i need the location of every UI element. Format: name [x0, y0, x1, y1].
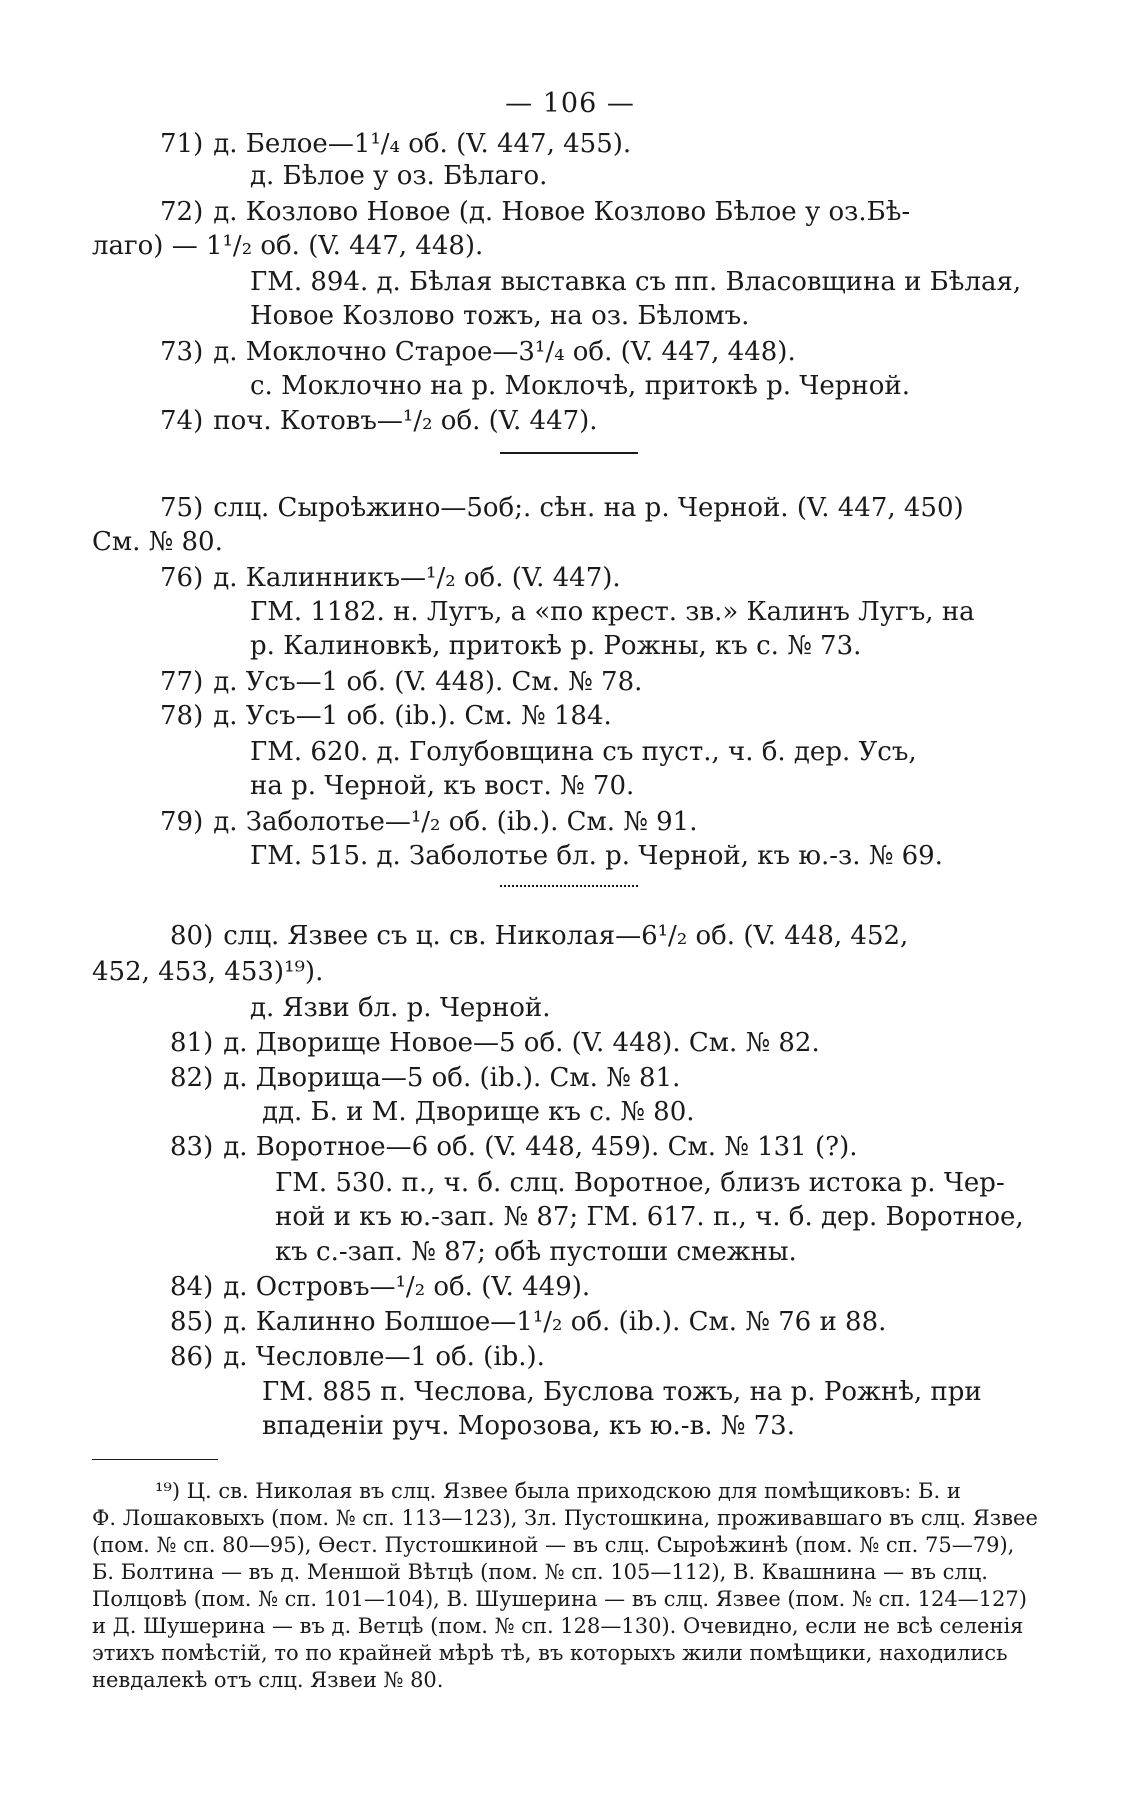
entry-number: 77)	[160, 667, 204, 697]
entry-83	[170, 1131, 857, 1163]
section-divider	[500, 452, 638, 454]
entry-number: 74)	[160, 406, 204, 436]
entry-text: д. Калинно Болшое—1¹/₂ об. (ib.). См. № 76 и 88.	[223, 1307, 887, 1337]
entry-72-note: Новое Козлово тожъ, на оз. Бѣломъ.	[250, 301, 750, 331]
entry-number: 76)	[160, 563, 204, 593]
entry-number: 81)	[170, 1028, 214, 1058]
entry-71	[160, 128, 631, 160]
entry-number: 83)	[170, 1132, 214, 1162]
entry-number: 84)	[170, 1272, 214, 1302]
footnote-rule	[92, 1459, 218, 1460]
entry-78-note: на р. Черной, къ вост. № 70.	[250, 771, 635, 801]
entry-80	[170, 920, 908, 952]
entry-78-note: ГМ. 620. д. Голубовщина съ пуст., ч. б. дер. Усъ,	[250, 737, 917, 767]
entry-86-note: ГМ. 885 п. Чеслова, Буслова тожъ, на р. Рожнѣ, при	[262, 1377, 982, 1407]
entry-72	[160, 196, 910, 228]
entry-number: 78)	[160, 701, 204, 731]
entry-text: д. Белое—1¹/₄ об. (V. 447, 455).	[213, 129, 632, 159]
entry-71-note: д. Бѣлое у оз. Бѣлаго.	[250, 161, 548, 191]
footnote-line: Полцовѣ (пом. № сп. 101—104), В. Шушерина — въ слц. Язвее (пом. № сп. 124—127)	[92, 1587, 1027, 1611]
entry-number: 82)	[170, 1063, 214, 1093]
entry-76-note: ГМ. 1182. н. Лугъ, а «по крест. зв.» Калинъ Лугъ, на	[250, 597, 975, 627]
entry-number: 72)	[160, 197, 204, 227]
entry-text: д. Моклочно Старое—3¹/₄ об. (V. 447, 448).	[213, 337, 796, 367]
entry-73	[160, 336, 796, 368]
footnote-line: невдалекѣ отъ слц. Язвеи № 80.	[92, 1668, 444, 1692]
section-divider	[500, 885, 638, 887]
entry-83-note: ной и къ ю.-зап. № 87; ГМ. 617. п., ч. б. дер. Воротное,	[275, 1202, 1024, 1232]
entry-72-note: ГМ. 894. д. Бѣлая выставка съ пп. Власовщина и Бѣлая,	[250, 267, 1022, 297]
entry-80-continued: 452, 453, 453)¹⁹).	[92, 957, 324, 987]
entry-text: слц. Сыроѣжино—5об;. сѣн. на р. Черной. (V. 447, 450)	[213, 493, 964, 523]
entry-80-note: д. Язви бл. р. Черной.	[250, 993, 551, 1023]
entry-82	[170, 1062, 680, 1094]
entry-74	[160, 405, 598, 437]
entry-77	[160, 666, 642, 698]
entry-text: д. Калинникъ—¹/₂ об. (V. 447).	[213, 563, 621, 593]
entry-text: д. Усъ—1 об. (V. 448). См. № 78.	[213, 667, 643, 697]
entry-82-note: дд. Б. и М. Дворище къ с. № 80.	[262, 1097, 695, 1127]
entry-number: 73)	[160, 337, 204, 367]
entry-86	[170, 1341, 545, 1373]
footnote-line: и Д. Шушерина — въ д. Ветцѣ (пом. № сп. 128—130). Очевидно, если не всѣ селенія	[92, 1614, 1024, 1638]
entry-85	[170, 1306, 886, 1338]
entry-72-continued: лаго) — 1¹/₂ об. (V. 447, 448).	[92, 231, 484, 261]
entry-number: 71)	[160, 129, 204, 159]
entry-84	[170, 1271, 590, 1303]
entry-text: д. Козлово Новое (д. Новое Козлово Бѣлое у оз.Бѣ-	[213, 197, 911, 227]
entry-83-note: къ с.-зап. № 87; обѣ пустоши смежны.	[275, 1237, 797, 1267]
entry-text: д. Островъ—¹/₂ об. (V. 449).	[223, 1272, 591, 1302]
page-number: — 106 —	[505, 88, 635, 119]
entry-text: д. Дворище Новое—5 об. (V. 448). См. № 82.	[223, 1028, 820, 1058]
footnote-line: (пом. № сп. 80—95), Ѳест. Пустошкиной — въ слц. Сыроѣжинѣ (пом. № сп. 75—79),	[92, 1533, 1015, 1557]
entry-86-note: впаденіи руч. Морозова, къ ю.-в. № 73.	[262, 1411, 795, 1441]
footnote-line: Ф. Лошаковыхъ (пом. № сп. 113—123), Зл. Пустошкина, проживавшаго въ слц. Язвее	[92, 1506, 1038, 1530]
entry-73-note: с. Моклочно на р. Моклочѣ, притокѣ р. Черной.	[250, 371, 910, 401]
entry-text: д. Усъ—1 об. (ib.). См. № 184.	[213, 701, 612, 731]
entry-text: слц. Язвее съ ц. св. Николая—6¹/₂ об. (V. 448, 452,	[223, 921, 909, 951]
entry-79	[160, 806, 697, 838]
entry-text: поч. Котовъ—¹/₂ об. (V. 447).	[213, 406, 598, 436]
footnote-line: Б. Болтина — въ д. Меншой Вѣтцѣ (пом. № сп. 105—112), В. Квашнина — въ слц.	[92, 1560, 988, 1584]
entry-text: д. Заболотье—¹/₂ об. (ib.). См. № 91.	[213, 807, 698, 837]
entry-number: 80)	[170, 921, 214, 951]
entry-76-note: р. Калиновкѣ, притокѣ р. Рожны, къ с. № 73.	[250, 631, 862, 661]
entry-75-continued: См. № 80.	[92, 527, 223, 557]
entry-text: д. Воротное—6 об. (V. 448, 459). См. № 131 (?).	[223, 1132, 858, 1162]
entry-text: д. Чесловле—1 об. (ib.).	[223, 1342, 545, 1372]
entry-78	[160, 700, 612, 732]
entry-81	[170, 1027, 820, 1059]
entry-number: 86)	[170, 1342, 214, 1372]
entry-number: 75)	[160, 493, 204, 523]
footnote-line: ¹⁹) Ц. св. Николая въ слц. Язвее была приходскою для помѣщиковъ: Б. и	[155, 1479, 961, 1503]
entry-number: 79)	[160, 807, 204, 837]
entry-79-note: ГМ. 515. д. Заболотье бл. р. Черной, къ ю.-з. № 69.	[250, 841, 943, 871]
entry-83-note: ГМ. 530. п., ч. б. слц. Воротное, близъ истока р. Чер-	[275, 1168, 1005, 1198]
entry-text: д. Дворища—5 об. (ib.). См. № 81.	[223, 1063, 681, 1093]
footnote-line: этихъ помѣстій, то по крайней мѣрѣ тѣ, въ которыхъ жили помѣщики, находились	[92, 1641, 1008, 1665]
entry-76	[160, 562, 621, 594]
entry-75	[160, 492, 964, 524]
entry-number: 85)	[170, 1307, 214, 1337]
